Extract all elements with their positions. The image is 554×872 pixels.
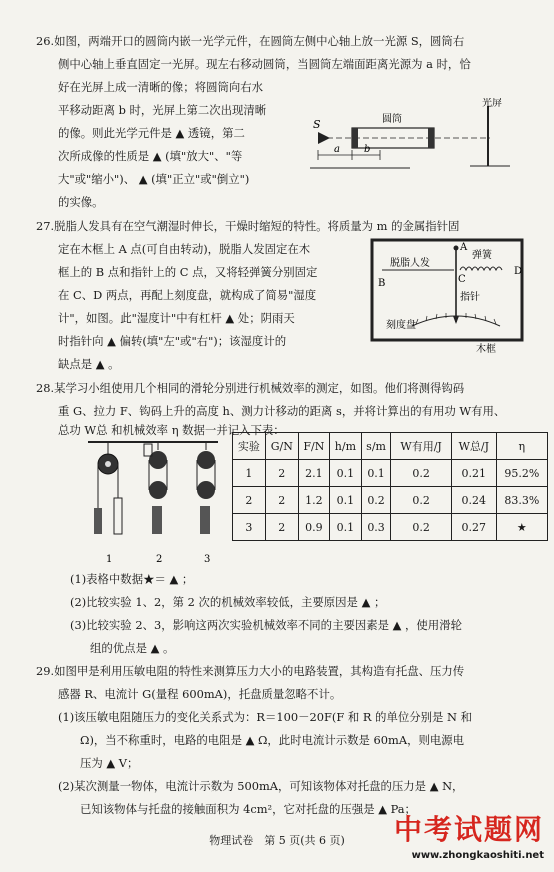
table-cell: 0.1 [361,460,391,487]
pulley-3 [197,442,215,565]
label-S: S [313,118,321,131]
q29-line-3: (1)该压敏电阻随压力的变化关系式为：R＝100－20F(F 和 R 的单位分别是 N 和 [58,710,473,724]
table-row [233,460,548,487]
q28-sub-1: (1)表格中数据★＝ ▲ ； [70,572,194,586]
q26-line-1: 26.如图，两端开口的圆筒内嵌一光学元件，在圆筒左侧中心轴上放一光源 S，圆筒右 [36,34,465,48]
q29-line-2: 感器 R、电流计 G(量程 600mA)，托盘质量忽略不计。 [58,687,342,701]
table-cell: 0.9 [298,514,329,541]
spring-scale-icon [144,444,152,456]
table-cell: 95.2% [496,460,547,487]
table-header-cell: 实验 [233,433,266,460]
table-cell: 2.1 [298,460,329,487]
q29-line-7: 已知该物体与托盘的接触面积为 4cm²，它对托盘的压强是 ▲ Pa； [80,802,416,816]
pulley-2 [144,442,167,565]
table-cell: 2 [265,460,298,487]
table-cell: 2 [233,487,266,514]
pulley-wheel-icon [197,481,215,499]
spring-icon [460,267,502,270]
label-tube: 圆筒 [382,114,402,125]
label-hair: 脱脂人发 [390,258,430,269]
q29-line-6: (2)某次测量一物体，电流计示数为 500mA，可知该物体对托盘的压力是 ▲ N， [58,779,464,793]
pulley-wheel-icon [149,481,167,499]
table-cell: 2 [265,514,298,541]
label-a: a [334,144,340,155]
q28-sub-4: 组的优点是 ▲ 。 [90,641,175,655]
table-row [233,487,548,514]
table-row [233,514,548,541]
watermark-url: www.zhongkaoshiti.net [411,850,544,861]
label-pointer: 指针 [460,292,480,303]
pulley-1 [94,442,122,565]
q29-line-1: 29.如图甲是利用压敏电阻的特性来测算压力大小的电路装置，其构造有托盘、压力传 [36,664,465,678]
table-cell: 0.1 [330,460,362,487]
q28-line-3: 总功 W总 和机械效率 η 数据一并记入下表： [58,423,285,437]
label-b: b [364,144,371,155]
table-header-cell: s/m [361,433,391,460]
light-source-icon [318,132,330,144]
table-cell: 0.27 [451,514,496,541]
table-cell: 0.1 [330,487,362,514]
fig-label-3: 3 [204,554,211,565]
q28-sub-3: (3)比较实验 2、3，影响这两次实验机械效率不同的主要因素是 ▲ ，使用滑轮 [70,618,462,632]
table-cell: 0.3 [361,514,391,541]
table-header-cell: h/m [330,433,362,460]
label-spring: 弹簧 [472,250,492,261]
table-header-cell: W总/J [451,433,496,460]
table-cell: 0.2 [391,487,451,514]
table-cell: 1.2 [298,487,329,514]
table-cell: 83.3% [496,487,547,514]
q28-pulley-figure [88,438,228,566]
label-B: B [378,278,386,289]
label-C: C [458,274,466,285]
page-footer: 物理试卷 第 5 页(共 6 页) [209,834,345,847]
label-D: D [514,266,523,277]
table-header-cell: W有用/J [391,433,451,460]
q26-optical-figure [310,98,520,172]
q27-line-3: 框上的 B 点和指针上的 C 点，又将轻弹簧分别固定 [58,265,318,279]
table-cell: 3 [233,514,266,541]
label-frame: 木框 [476,344,496,355]
q27-line-6: 时指针向 ▲ 偏转(填"左"或"右")；该湿度计的 [58,334,287,348]
table-cell: 0.2 [391,460,451,487]
q26-line-8: 的实像。 [58,195,104,209]
label-dial: 刻度盘 [386,320,416,331]
fig-label-1: 1 [106,554,113,565]
q27-hygrometer-figure [368,236,528,356]
q27-line-2: 定在木框上 A 点(可自由转动)，脱脂人发固定在木 [58,242,311,256]
q26-line-2: 侧中心轴上垂直固定一光屏。现左右移动圆筒，当圆筒左端面距离光源为 a 时，恰 [58,57,471,71]
table-cell: ★ [496,514,547,541]
table-header-row [233,433,548,460]
table-cell: 0.1 [330,514,362,541]
label-screen: 光屏 [482,98,502,109]
table-cell: 0.24 [451,487,496,514]
q28-data-table [232,432,548,541]
q26-line-4: 平移动距离 b 时，光屏上第二次出现清晰 [58,103,267,117]
spring-scale-icon [114,498,122,534]
q27-line-5: 计"，如图。此"湿度计"中有杠杆 ▲ 处；阴雨天 [58,311,295,325]
q29-line-4: Ω)，当不称重时，电路的电阻是 ▲ Ω，此时电流计示数是 60mA，则电源电 [80,733,465,747]
label-A: A [460,242,468,253]
watermark-title: 中考试题网 [393,813,544,846]
pulley-wheel-icon [197,451,215,469]
q29-line-5: 压为 ▲ V； [80,756,139,770]
table-cell: 0.2 [361,487,391,514]
q28-line-2: 重 G、拉力 F、钩码上升的高度 h、测力计移动的距离 s，并将计算出的有用功 W有用、 [58,404,506,418]
q28-line-1: 28.某学习小组使用几个相同的滑轮分别进行机械效率的测定，如图。他们将测得钩码 [36,381,465,395]
table-header-cell: η [496,433,547,460]
q26-line-5: 的像。则此光学元件是 ▲ 透镜，第二 [58,126,245,140]
fig-label-2: 2 [156,554,163,565]
q26-line-3: 好在光屏上成一清晰的像；将圆筒向右水 [58,80,264,94]
table-cell: 2 [265,487,298,514]
q27-line-1: 27.脱脂人发具有在空气潮湿时伸长，干燥时缩短的特性。将质量为 m 的金属指针固 [36,219,460,233]
table-cell: 0.21 [451,460,496,487]
weight-icon [152,506,162,534]
q28-sub-2: (2)比较实验 1、2，第 2 次的机械效率较低，主要原因是 ▲ ； [70,595,386,609]
q26-line-6: 次所成像的性质是 ▲ (填"放大"、"等 [58,149,243,163]
table-header-cell: F/N [298,433,329,460]
weight-icon [200,506,210,534]
weight-icon [94,508,102,534]
table-cell: 1 [233,460,266,487]
table-header-cell: G/N [265,433,298,460]
q26-line-7: 大"或"缩小")、 ▲ (填"正立"或"倒立") [58,172,250,186]
q27-line-4: 在 C、D 两点，再配上刻度盘，就构成了简易"湿度 [58,288,317,302]
q27-line-7: 缺点是 ▲ 。 [58,357,120,371]
table-cell: 0.2 [391,514,451,541]
